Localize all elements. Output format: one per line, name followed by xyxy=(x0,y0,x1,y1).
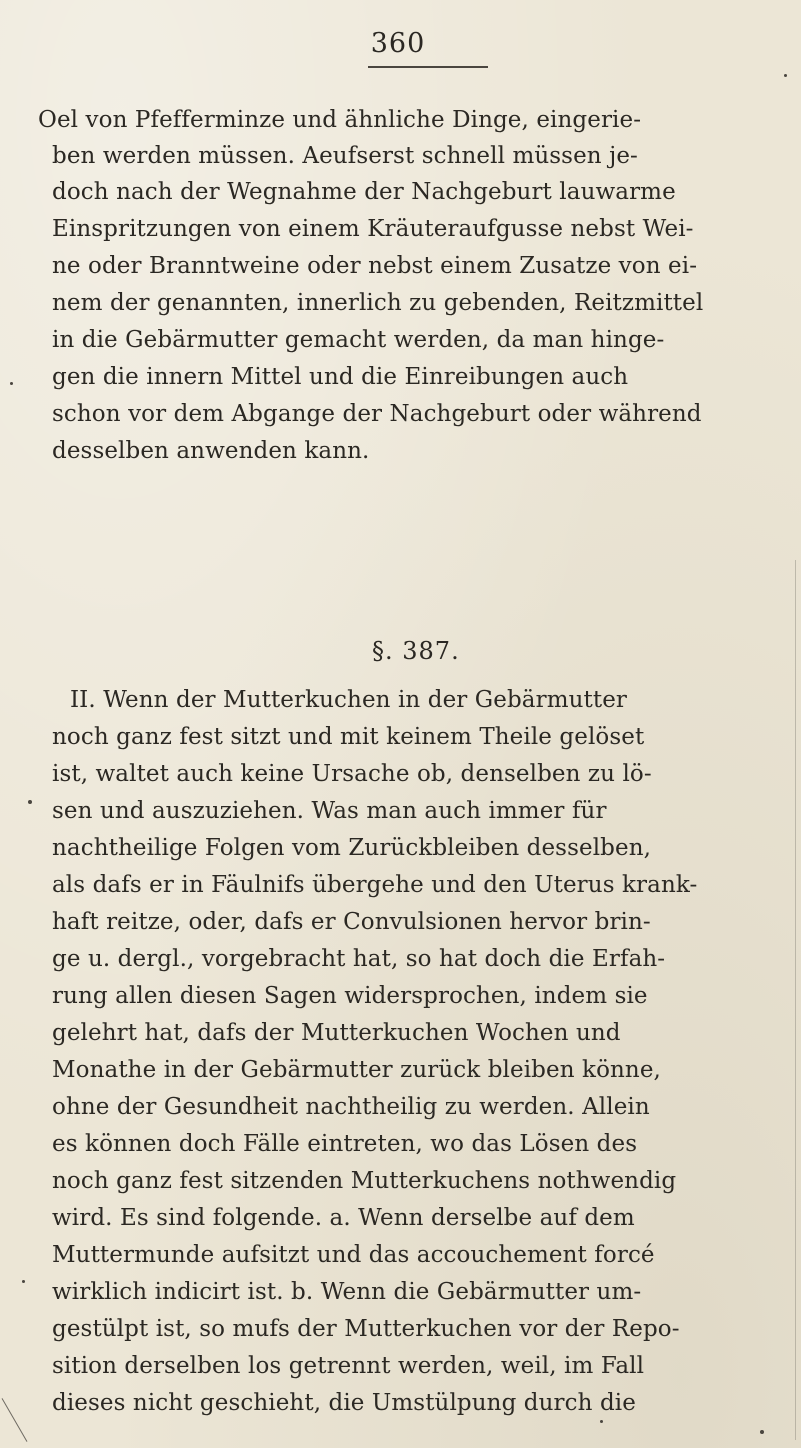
section-heading: §. 387. xyxy=(372,637,460,665)
text-line: schon vor dem Abgange der Nachgeburt oder während xyxy=(52,401,702,427)
text-line: nachtheilige Folgen vom Zurückbleiben desselben, xyxy=(52,835,652,861)
text-line: rung allen diesen Sagen widersprochen, indem sie xyxy=(52,983,648,1009)
text-line: wird. Es sind folgende. a. Wenn derselbe auf dem xyxy=(52,1205,635,1231)
print-speck xyxy=(10,382,13,385)
scan-edge-mark xyxy=(2,1398,28,1442)
text-line: II. Wenn der Mutterkuchen in der Gebärmutter xyxy=(70,687,628,713)
text-line: gen die innern Mittel und die Einreibungen auch xyxy=(52,364,629,390)
text-line: dieses nicht geschieht, die Umstülpung durch die xyxy=(52,1390,636,1416)
text-line: Monathe in der Gebärmutter zurück bleiben könne, xyxy=(52,1057,661,1083)
print-speck xyxy=(784,74,787,77)
text-line: ist, waltet auch keine Ursache ob, denselben zu lö- xyxy=(52,761,652,787)
scan-edge-mark xyxy=(795,560,796,1440)
text-line: als dafs er in Fäulnifs übergehe und den Uterus krank- xyxy=(52,872,698,898)
text-line: gestülpt ist, so mufs der Mutterkuchen vor der Repo- xyxy=(52,1316,680,1342)
text-line: in die Gebärmutter gemacht werden, da man hinge- xyxy=(52,327,665,353)
text-line: noch ganz fest sitzt und mit keinem Theile gelöset xyxy=(52,724,645,750)
text-line: gelehrt hat, dafs der Mutterkuchen Wochen und xyxy=(52,1020,621,1046)
print-speck xyxy=(760,1430,764,1434)
print-speck xyxy=(22,1280,25,1283)
text-line: es können doch Fälle eintreten, wo das Lösen des xyxy=(52,1131,638,1157)
text-line: ohne der Gesundheit nachtheilig zu werden. Allein xyxy=(52,1094,650,1120)
text-line: nem der genannten, innerlich zu gebenden, Reitzmittel xyxy=(52,290,704,316)
text-line: Oel von Pfefferminze und ähnliche Dinge, eingerie- xyxy=(38,107,642,133)
page-number: 360 xyxy=(370,28,426,59)
text-line: haft reitze, oder, dafs er Convulsionen hervor brin- xyxy=(52,909,651,935)
text-line: Einspritzungen von einem Kräuteraufgusse nebst Wei- xyxy=(52,216,694,242)
page-number-rule xyxy=(368,66,488,68)
text-line: sition derselben los getrennt werden, weil, im Fall xyxy=(52,1353,645,1379)
text-line: ben werden müssen. Aeufserst schnell müssen je- xyxy=(52,143,638,169)
text-line: Muttermunde aufsitzt und das accouchement forcé xyxy=(52,1242,655,1268)
text-line: sen und auszuziehen. Was man auch immer für xyxy=(52,798,607,824)
text-line: ge u. dergl., vorgebracht hat, so hat doch die Erfah- xyxy=(52,946,666,972)
text-line: wirklich indicirt ist. b. Wenn die Gebärmutter um- xyxy=(52,1279,642,1305)
print-speck xyxy=(600,1420,603,1423)
text-line: noch ganz fest sitzenden Mutterkuchens nothwendig xyxy=(52,1168,677,1194)
text-line: ne oder Branntweine oder nebst einem Zusatze von ei- xyxy=(52,253,698,279)
text-line: desselben anwenden kann. xyxy=(52,438,370,464)
text-line: doch nach der Wegnahme der Nachgeburt lauwarme xyxy=(52,179,676,205)
print-speck xyxy=(28,800,32,804)
